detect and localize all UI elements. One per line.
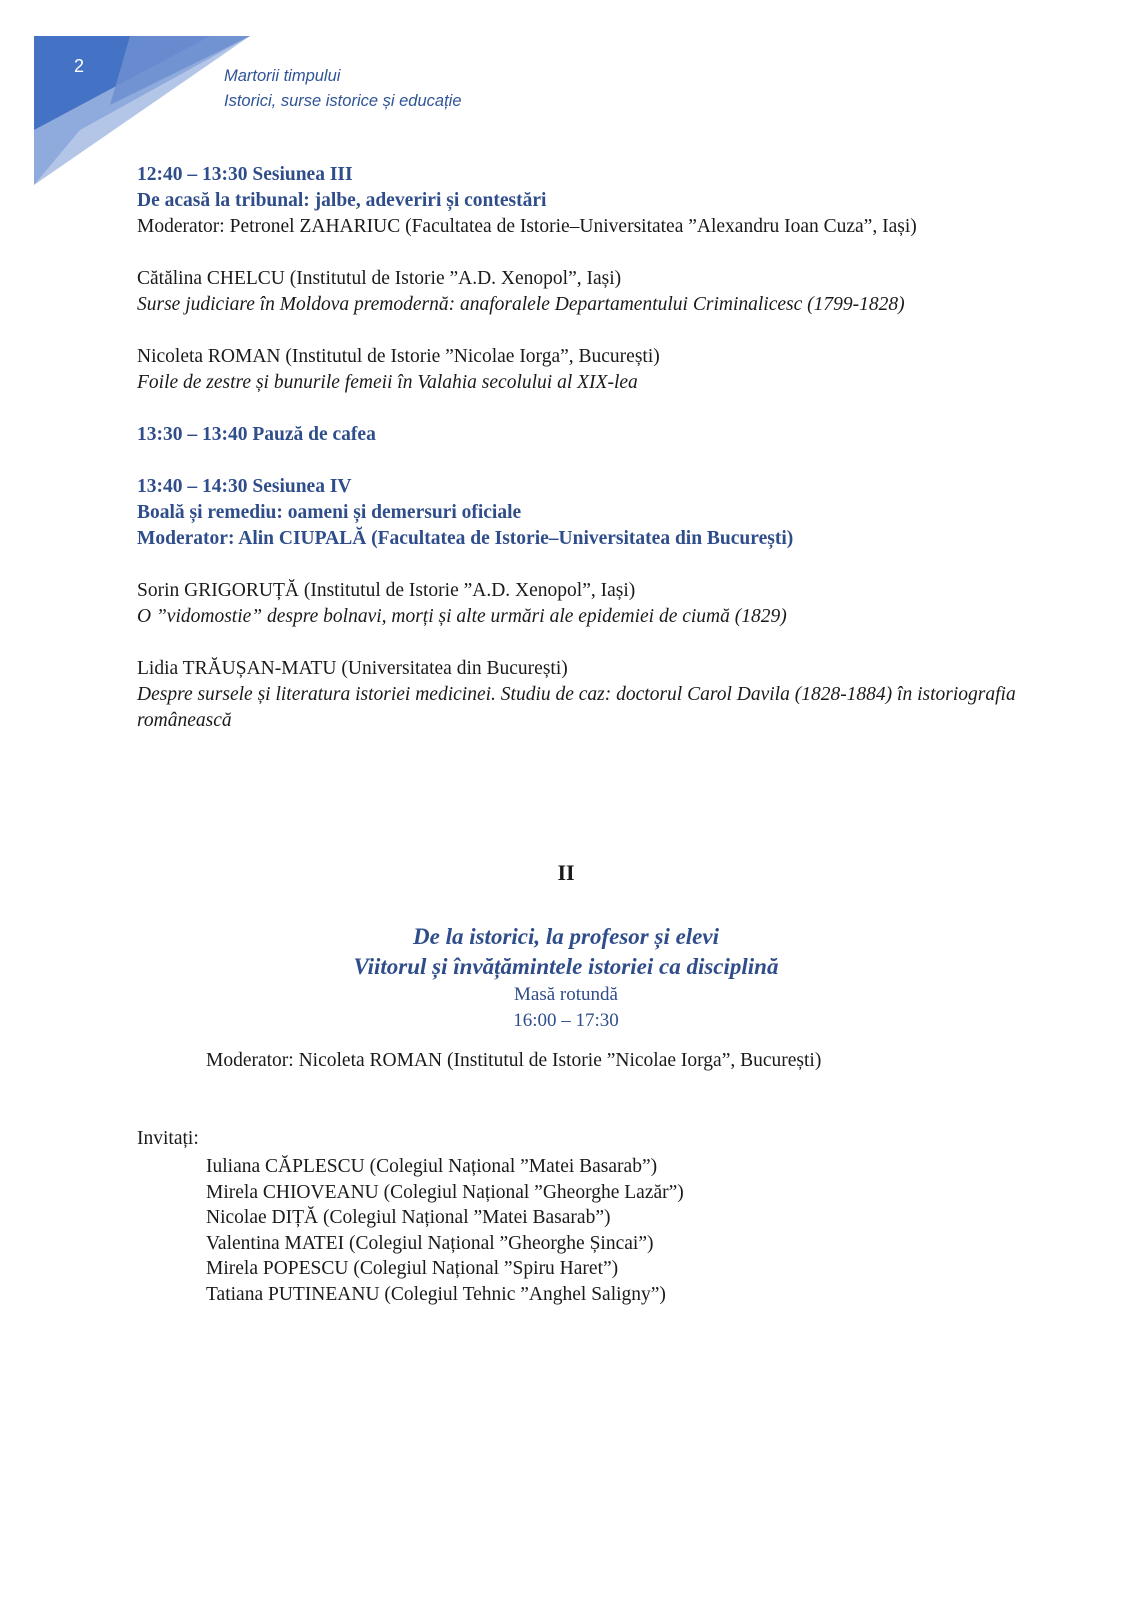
list-item: Nicolae DIȚĂ (Colegiul Național ”Matei Basarab”)	[206, 1207, 611, 1228]
header-title: Martorii timpului	[224, 67, 341, 85]
round-table-header	[0, 922, 1132, 1034]
talk-speaker: Sorin GRIGORUȚĂ (Institutul de Istorie ”A.D. Xenopol”, Iași)	[137, 580, 636, 601]
invited-label: Invitați:	[137, 1128, 199, 1149]
list-item: Tatiana PUTINEANU (Colegiul Tehnic ”Anghel Saligny”)	[206, 1283, 666, 1305]
talk-title: Despre sursele și literatura istoriei medicinei. Studiu de caz: doctorul Carol Davila (1828-1884) în istoriografia românească	[137, 684, 1016, 731]
round-table-subtitle: Viitorul și învățămintele istoriei ca disciplină	[353, 954, 779, 979]
session-3-time: 12:40 – 13:30 Sesiunea III	[137, 164, 353, 185]
talk-title: Surse judiciare în Moldova premodernă: anaforalele Departamentului Criminalicesc (1799-1828)	[137, 294, 905, 315]
talk-title: Foile de zestre și bunurile femeii în Valahia secolului al XIX-lea	[137, 372, 638, 393]
talk	[137, 266, 1037, 318]
invited-list	[206, 1154, 684, 1307]
session-3-moderator: Moderator: Petronel ZAHARIUC (Facultatea de Istorie–Universitatea ”Alexandru Ioan Cuza”, Iași)	[137, 216, 917, 237]
header-subtitle: Istorici, surse istorice și educație	[224, 92, 462, 110]
list-item: Mirela POPESCU (Colegiul Național ”Spiru Haret”)	[206, 1258, 619, 1279]
talk-speaker: Nicoleta ROMAN (Institutul de Istorie ”Nicolae Iorga”, București)	[137, 346, 660, 367]
talk	[137, 656, 1037, 734]
round-table-title: De la istorici, la profesor și elevi	[413, 924, 719, 949]
list-item: Mirela CHIOVEANU (Colegiul Național ”Gheorghe Lazăr”)	[206, 1181, 684, 1203]
session-4-theme: Boală și remediu: oameni și demersuri oficiale	[137, 502, 522, 523]
session-4-moderator: Moderator: Alin CIUPALĂ (Facultatea de Istorie–Universitatea din București)	[137, 528, 794, 549]
session-4	[137, 474, 1037, 552]
session-4-time: 13:40 – 14:30 Sesiunea IV	[137, 476, 352, 497]
talk	[137, 578, 1037, 630]
talk-speaker: Cătălina CHELCU (Institutul de Istorie ”A.D. Xenopol”, Iași)	[137, 268, 622, 289]
talk	[137, 344, 1037, 396]
running-header	[224, 64, 462, 114]
program-content	[137, 162, 1037, 760]
list-item: Iuliana CĂPLESCU (Colegiul Național ”Matei Basarab”)	[206, 1156, 658, 1177]
round-table-moderator: Moderator: Nicoleta ROMAN (Institutul de Istorie ”Nicolae Iorga”, București)	[206, 1050, 822, 1071]
round-table-format: Masă rotundă	[514, 984, 618, 1005]
list-item: Valentina MATEI (Colegiul Național ”Gheorghe Șincai”)	[206, 1232, 654, 1254]
section-number: II	[557, 860, 575, 885]
round-table-time: 16:00 – 17:30	[513, 1010, 619, 1031]
session-3	[137, 162, 1037, 240]
talk-speaker: Lidia TRĂUȘAN-MATU (Universitatea din București)	[137, 658, 568, 679]
talk-title: O ”vidomostie” despre bolnavi, morți și alte urmări ale epidemiei de ciumă (1829)	[137, 606, 787, 627]
session-3-theme: De acasă la tribunal: jalbe, adeveriri și contestări	[137, 190, 547, 211]
page-number: 2	[74, 56, 85, 76]
coffee-break: 13:30 – 13:40 Pauză de cafea	[137, 424, 376, 445]
